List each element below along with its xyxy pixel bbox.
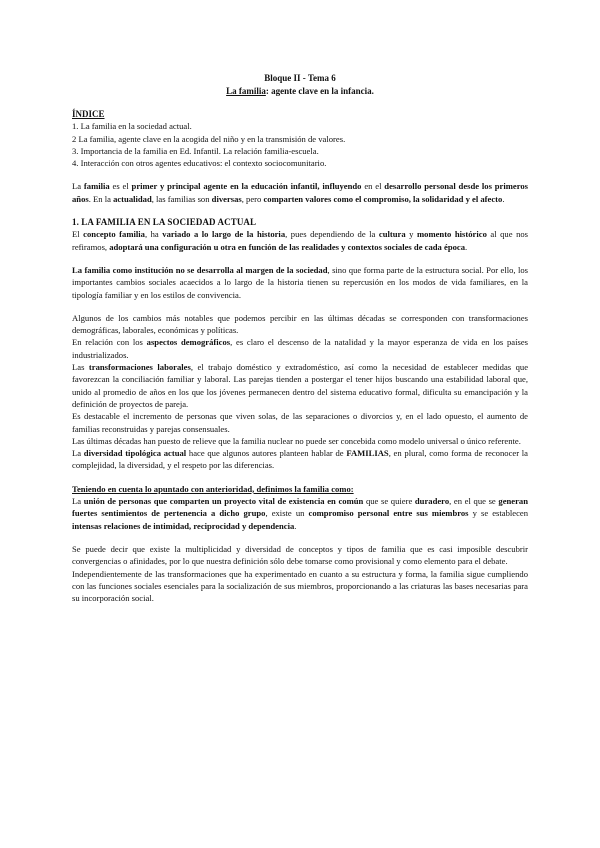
bold-run: generan fuertes sentimientos de pertenencia a dicho grupo <box>72 496 528 519</box>
index-item: 1. La familia en la sociedad actual. <box>72 121 192 132</box>
bold-run: cultura <box>378 229 406 240</box>
text-run: y se establecen <box>468 508 529 519</box>
section-paragraph <box>72 264 528 301</box>
text-run: , existe un <box>265 508 309 519</box>
bold-run: transformaciones laborales <box>88 362 191 373</box>
section-paragraph <box>72 336 528 361</box>
bold-run: intensas relaciones de intimidad, reciprocidad y dependencia <box>72 520 295 531</box>
text-run: El <box>72 229 84 240</box>
bold-run: diversidad tipológica actual <box>83 448 187 459</box>
text-run: , ha <box>144 229 163 240</box>
bold-run: variado a lo largo de la historia <box>162 229 286 240</box>
section-paragraph: Algunos de los cambios más notables que podemos percibir en las últimas décadas se corresponden con transformaciones demográficas, laborales, económicas y políticas. <box>72 312 528 336</box>
text-run: , el trabajo doméstico y extradoméstico, así como la necesidad de establecer medidas que favorezcan la conciliación familiar y laboral. Las parejas tienden a postergar el tener hijos buscando una estabilidad laboral que, unido al promedio de años en los que los jóvenes permanecen dentro del sistema educativo formal, dificulta su emancipación y la definición de proyectos de pareja. <box>72 362 529 409</box>
text-run: , en plural, como forma de reconocer la complejidad, la diversidad, y el respeto por las diferencias. <box>72 448 528 471</box>
text-run: Las <box>72 362 89 373</box>
bold-run: adoptará una configuración u otra en función de las realidades y contextos sociales de cada época <box>109 241 466 252</box>
text-run: , las familias son <box>151 193 212 204</box>
bold-run: aspectos demográficos <box>146 337 231 348</box>
text-run: La <box>72 496 84 507</box>
section-paragraph <box>72 447 528 472</box>
text-run: La <box>72 448 84 459</box>
closing-paragraph: Independientemente de las transformaciones que ha experimentado en cuanto a su estructura y forma, la familia sigue cumpliendo con las funciones sociales esenciales para la socialización de sus miembros, proporcionando a las criaturas las bases necesarias para su incorporación social. <box>72 568 528 604</box>
text-run: en el <box>361 181 385 192</box>
bold-run: diversas <box>211 193 242 204</box>
text-run: . <box>294 520 297 531</box>
section-heading: 1. LA FAMILIA EN LA SOCIEDAD ACTUAL <box>72 217 257 228</box>
section-paragraph: Es destacable el incremento de personas que viven solas, de las separaciones o divorcios y, en el lado opuesto, el aumento de familias reconstruidas y parejas consensuales. <box>72 411 528 434</box>
text-run: y <box>405 229 417 240</box>
text-run: La <box>72 181 84 192</box>
bold-run: familia <box>83 181 110 192</box>
text-run: hace que algunos autores planteen hablar de <box>186 448 347 459</box>
text-run: . En la <box>88 193 114 204</box>
index-item: 2 La familia, agente clave en la acogida del niño y en la transmisión de valores. <box>72 133 346 144</box>
bold-run: concepto familia <box>83 229 145 240</box>
bold-run: comparten valores como el compromiso, la solidaridad y el afecto <box>263 193 503 204</box>
bold-run: primer y principal agente en la educación infantil, influyendo <box>131 181 362 192</box>
text-run: , pero <box>241 193 264 204</box>
bold-run: desarrollo personal desde los primeros años <box>72 181 529 204</box>
bold-run: FAMILIAS <box>346 448 389 459</box>
text-run: , es claro el descenso de la natalidad y la mayor esperanza de vida en los países industrializados. <box>72 337 528 360</box>
title-text: Bloque II - Tema 6 <box>264 73 336 83</box>
section-paragraph <box>72 228 528 253</box>
definition-paragraph <box>72 495 528 532</box>
bold-run: La familia como institución no se desarrolla al margen de la sociedad <box>72 264 328 275</box>
index-list <box>72 120 528 169</box>
index-heading: ÍNDICE <box>72 109 105 119</box>
index-item: 4. Interacción con otros agentes educativos: el contexto sociocomunitario. <box>72 158 327 169</box>
section-paragraph <box>72 361 528 410</box>
subtitle-underlined: La familia <box>226 85 266 96</box>
document-body <box>72 72 528 604</box>
text-run: es el <box>109 181 132 192</box>
intro-paragraph <box>72 180 528 205</box>
document-title <box>72 72 528 85</box>
document-subtitle <box>72 85 528 98</box>
text-run: En relación con los <box>72 337 147 348</box>
text-run: que se quiere <box>363 496 415 507</box>
index-item: 3. Importancia de la familia en Ed. Infantil. La relación familia-escuela. <box>72 145 319 156</box>
text-run: . <box>502 193 505 204</box>
text-run: , en el que se <box>449 496 499 507</box>
bold-run: momento histórico <box>416 229 487 240</box>
section-paragraph: Las últimas décadas han puesto de relieve que la familia nuclear no puede ser concebida como modelo universal o único referente. <box>72 435 521 446</box>
bold-run: unión de personas que comparten un proyecto vital de existencia en común <box>83 496 364 507</box>
definition-heading: Teniendo en cuenta lo apuntado con anterioridad, definimos la familia como: <box>72 483 354 494</box>
text-run: al que nos refiramos, <box>72 229 529 252</box>
subtitle-rest: : agente clave en la infancia. <box>265 85 374 96</box>
closing-paragraph: Se puede decir que existe la multiplicidad y diversidad de conceptos y tipos de familia que es casi imposible descubrir convergencias o afinidades, por lo que nuestra definición sólo debe tomarse como provisional y como elemento para el debate. <box>72 543 528 567</box>
bold-run: compromiso personal entre sus miembros <box>308 508 469 519</box>
text-run: . <box>465 241 468 252</box>
bold-run: duradero <box>414 496 450 507</box>
text-run: , sino que forma parte de la estructura social. Por ello, los importantes cambios sociales acaecidos a lo largo de la historia tienen su repercusión en los modos de vida familiares, en la tipología familiar y en los estilos de convivencia. <box>72 264 528 300</box>
text-run: , pues dependiendo de la <box>285 229 379 240</box>
bold-run: actualidad <box>113 193 152 204</box>
